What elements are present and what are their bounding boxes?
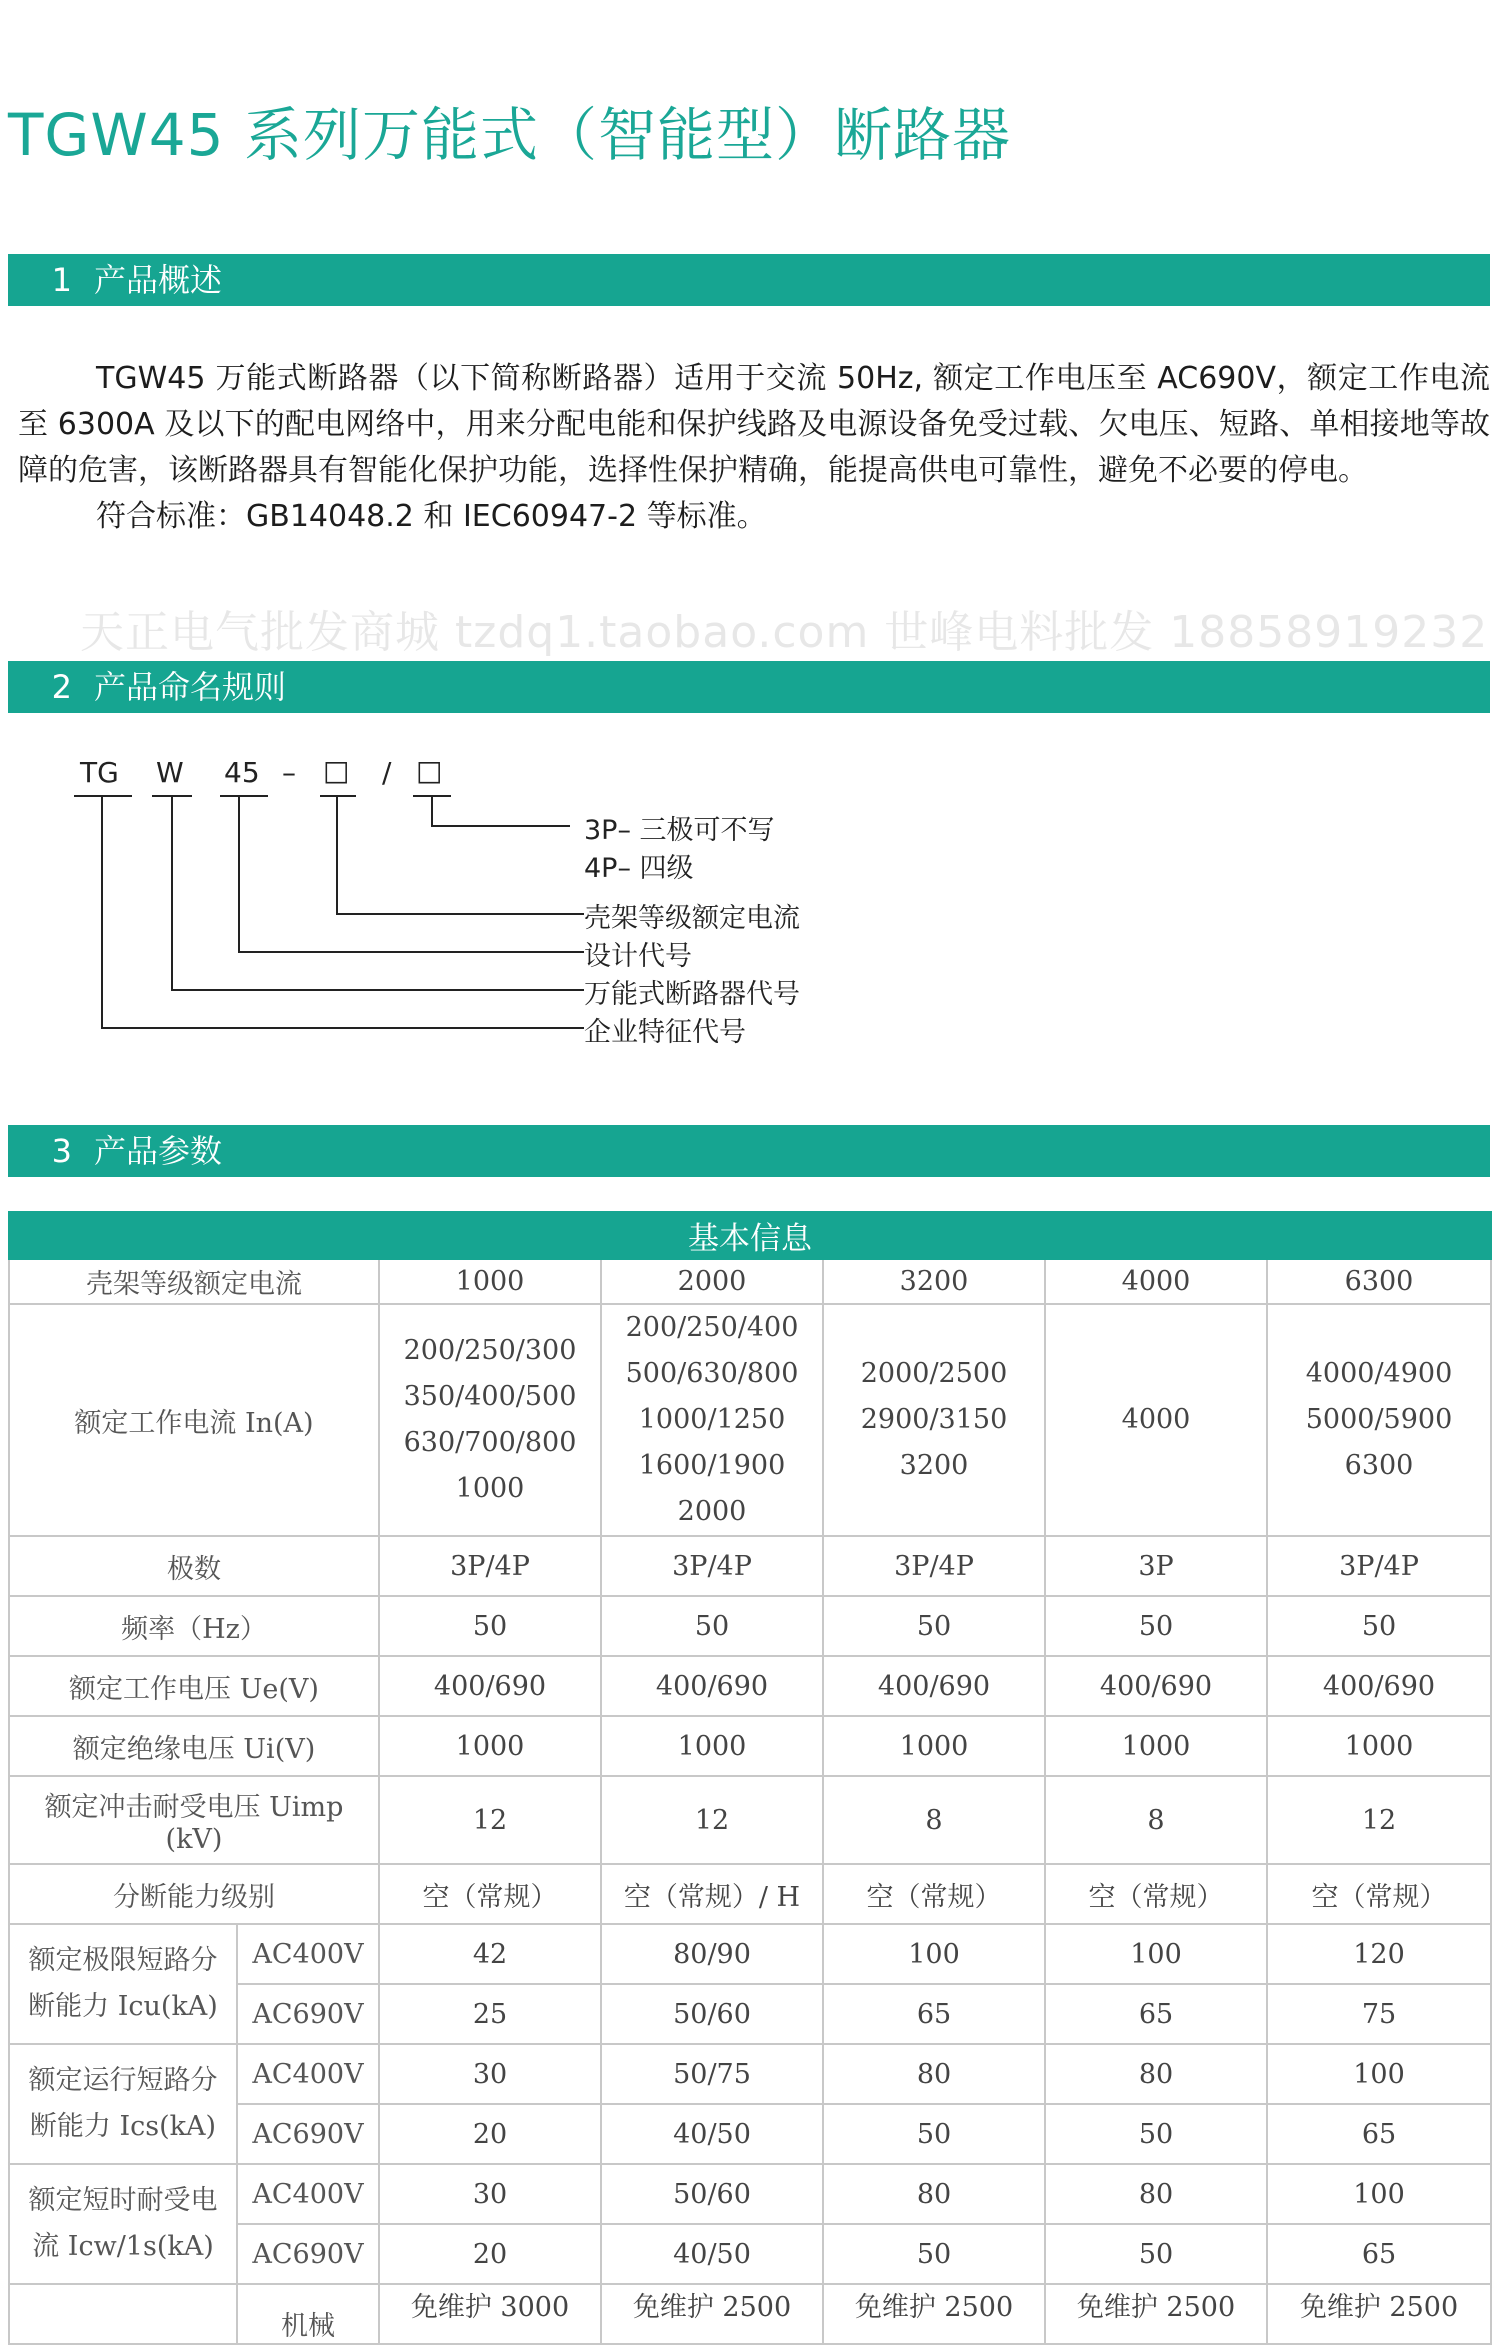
line-enterprise-code: [102, 796, 584, 1028]
icw-label: [9, 2164, 237, 2284]
table-row: [9, 1259, 1491, 1304]
code-dash: –: [282, 756, 296, 789]
table-cell: 空（常规）: [1267, 1864, 1491, 1924]
table-header-row: [9, 1212, 1491, 1259]
cell-line: 200/250/300: [403, 1335, 577, 1366]
overview-paragraph: TGW45 万能式断路器（以下简称断路器）适用于交流 50Hz, 额定工作电压至 AC690V，额定工作电流至 6300A 及以下的配电网络中，用来分配电能和保护线路及电源设备免受过载、欠电压、短路、单相接地等故障的危害，该断路器具有智能化保护功能，选择性保护精确，能提高供电可靠性，避免不必要的停电。: [18, 361, 1490, 488]
table-cell: 80/90: [601, 1924, 823, 1984]
table-cell: 400/690: [1045, 1656, 1267, 1716]
table-cell: 400/690: [379, 1656, 601, 1716]
table-cell: 20: [379, 2104, 601, 2164]
params-table: [8, 1211, 1492, 2345]
table-cell: 3P/4P: [379, 1536, 601, 1596]
table-row: [9, 1596, 1491, 1656]
cell-line: 630/700/800: [403, 1427, 577, 1458]
table-title: 基本信息: [9, 1212, 1491, 1259]
table-cell: 120: [1267, 1924, 1491, 1984]
code-tg: TG: [80, 756, 119, 789]
row-label: 额定工作电压 Ue(V): [9, 1656, 379, 1716]
group-label-line: 额定极限短路分: [28, 1945, 218, 1976]
table-cell: 400/690: [823, 1656, 1045, 1716]
table-cell: 50/60: [601, 2164, 823, 2224]
table-cell: 100: [823, 1924, 1045, 1984]
life-sub-label: 机械: [237, 2284, 379, 2344]
table-cell: 25: [379, 1984, 601, 2044]
table-cell: 空（常规）: [1045, 1864, 1267, 1924]
section-header-params: [8, 1125, 1490, 1177]
code-45: 45: [224, 756, 260, 789]
overview-text: [18, 356, 1490, 540]
label-3p: 3P– 三极可不写: [584, 815, 775, 846]
group-label-line: 额定运行短路分: [28, 2065, 218, 2096]
table-cell: 42: [379, 1924, 601, 1984]
table-cell: 3P/4P: [601, 1536, 823, 1596]
cell-line: 200/250/400: [625, 1312, 799, 1343]
table-cell: [601, 1304, 823, 1536]
section-label: 产品参数: [94, 1132, 223, 1170]
table-cell: 1000: [601, 1716, 823, 1776]
table-cell: 1000: [379, 1259, 601, 1304]
table-cell: [1267, 1304, 1491, 1536]
breaking-level-label: 分断能力级别: [9, 1864, 379, 1924]
label-4p: 4P– 四级: [584, 853, 694, 884]
section-header-overview: [8, 254, 1490, 306]
table-cell: 免维护 2500: [823, 2284, 1045, 2344]
params-table-container: [8, 1211, 1490, 2345]
table-cell: 空（常规）: [823, 1864, 1045, 1924]
table-cell: 50/75: [601, 2044, 823, 2104]
table-cell: 40/50: [601, 2224, 823, 2284]
current-label: 额定工作电流 In(A): [9, 1304, 379, 1536]
table-row: [9, 1536, 1491, 1596]
table-cell: 40/50: [601, 2104, 823, 2164]
label-frame-current: 壳架等级额定电流: [584, 903, 800, 934]
cell-line: 2900/3150: [860, 1404, 1008, 1435]
table-cell: 3P/4P: [823, 1536, 1045, 1596]
cell-line: 2000/2500: [860, 1358, 1008, 1389]
table-cell: 免维护 2500: [1267, 2284, 1491, 2344]
uimp-label-line: (kV): [165, 1824, 223, 1855]
table-cell: 30: [379, 2164, 601, 2224]
group-label-line: 额定短时耐受电: [28, 2185, 218, 2216]
table-row: [9, 1716, 1491, 1776]
table-cell: [823, 1304, 1045, 1536]
table-cell: 75: [1267, 1984, 1491, 2044]
line-design-code: [239, 796, 584, 952]
table-row: [9, 2044, 1491, 2104]
cell-line: 6300: [1344, 1450, 1414, 1481]
ics-label: [9, 2044, 237, 2164]
table-cell: 3200: [823, 1259, 1045, 1304]
section-number: 3: [51, 1132, 72, 1170]
table-cell: 80: [1045, 2044, 1267, 2104]
voltage-label: AC690V: [237, 2104, 379, 2164]
code-slash: /: [382, 756, 392, 789]
table-cell: 12: [379, 1776, 601, 1864]
cell-line: 350/400/500: [403, 1381, 577, 1412]
voltage-label: AC400V: [237, 2044, 379, 2104]
cell-line: 1000: [455, 1473, 525, 1504]
group-label-line: 断能力 Ics(kA): [29, 2111, 217, 2142]
table-cell: 50: [1045, 2104, 1267, 2164]
table-cell: 免维护 2500: [601, 2284, 823, 2344]
table-cell: 400/690: [601, 1656, 823, 1716]
table-row: [9, 1864, 1491, 1924]
cell-line: 1000/1250: [638, 1404, 786, 1435]
icu-label: [9, 1924, 237, 2044]
section-number: 2: [51, 668, 72, 706]
table-cell: 400/690: [1267, 1656, 1491, 1716]
table-cell: 50: [823, 2104, 1045, 2164]
voltage-label: AC400V: [237, 1924, 379, 1984]
group-label-line: 流 Icw/1s(kA): [32, 2231, 214, 2262]
table-cell: 空（常规）/ H: [601, 1864, 823, 1924]
section-label: 产品概述: [94, 261, 223, 299]
cell-line: 2000: [677, 1496, 747, 1527]
table-cell: 1000: [379, 1716, 601, 1776]
table-cell: 4000: [1045, 1259, 1267, 1304]
label-universal-code: 万能式断路器代号: [584, 979, 800, 1010]
table-cell: 50: [823, 2224, 1045, 2284]
table-cell: 免维护 3000: [379, 2284, 601, 2344]
line-frame-current: [337, 796, 584, 914]
table-cell: 65: [823, 1984, 1045, 2044]
table-row: [9, 1924, 1491, 1984]
watermark: 天正电气批发商城 tzdq1.taobao.com 世峰电料批发 18858919232: [80, 607, 1489, 658]
code-box-poles: □: [416, 754, 443, 787]
line-poles: [432, 796, 570, 826]
table-cell: 8: [1045, 1776, 1267, 1864]
table-row: [9, 1304, 1491, 1536]
table-cell: 2000: [601, 1259, 823, 1304]
table-cell: 50: [601, 1596, 823, 1656]
code-box-frame: □: [323, 754, 350, 787]
naming-diagram: [0, 748, 900, 1048]
label-enterprise-code: 企业特征代号: [584, 1017, 746, 1048]
table-cell: 50: [823, 1596, 1045, 1656]
cell-line: 4000/4900: [1305, 1358, 1453, 1389]
table-cell: 100: [1267, 2044, 1491, 2104]
table-cell: 1000: [1267, 1716, 1491, 1776]
table-cell: 1000: [823, 1716, 1045, 1776]
table-cell: 80: [1045, 2164, 1267, 2224]
cell-line: 1600/1900: [638, 1450, 786, 1481]
table-cell: 30: [379, 2044, 601, 2104]
table-cell: 80: [823, 2044, 1045, 2104]
cell-line: 4000: [1121, 1404, 1191, 1435]
table-cell: 20: [379, 2224, 601, 2284]
table-cell: 空（常规）: [379, 1864, 601, 1924]
table-cell: 65: [1267, 2224, 1491, 2284]
cell-line: 3200: [899, 1450, 969, 1481]
table-cell: 65: [1045, 1984, 1267, 2044]
section-label: 产品命名规则: [94, 668, 287, 706]
voltage-label: AC690V: [237, 1984, 379, 2044]
section-header-naming: [8, 661, 1490, 713]
table-cell: 80: [823, 2164, 1045, 2224]
table-cell: 8: [823, 1776, 1045, 1864]
group-label-line: 断能力 Icu(kA): [28, 1991, 218, 2022]
cell-line: 500/630/800: [625, 1358, 799, 1389]
voltage-label: AC690V: [237, 2224, 379, 2284]
table-cell: 12: [601, 1776, 823, 1864]
code-w: W: [156, 756, 184, 789]
table-cell: 100: [1045, 1924, 1267, 1984]
page-title: TGW45 系列万能式（智能型）断路器: [8, 101, 1011, 169]
table-cell: 65: [1267, 2104, 1491, 2164]
table-cell: 6300: [1267, 1259, 1491, 1304]
table-cell: 50: [1045, 2224, 1267, 2284]
cell-line: 5000/5900: [1305, 1404, 1453, 1435]
table-row: [9, 1776, 1491, 1864]
table-cell: 免维护 2500: [1045, 2284, 1267, 2344]
table-cell: 50: [1267, 1596, 1491, 1656]
table-cell: 50: [1045, 1596, 1267, 1656]
row-label: 频率（Hz）: [9, 1596, 379, 1656]
table-cell: 50: [379, 1596, 601, 1656]
uimp-label: [9, 1776, 379, 1864]
table-cell: 12: [1267, 1776, 1491, 1864]
standards-paragraph: 符合标准：GB14048.2 和 IEC60947-2 等标准。: [96, 499, 767, 534]
table-row: [9, 2284, 1491, 2344]
table-cell: [379, 1304, 601, 1536]
table-cell: 50/60: [601, 1984, 823, 2044]
label-design-code: 设计代号: [584, 941, 692, 972]
table-cell: 3P: [1045, 1536, 1267, 1596]
table-row: [9, 1656, 1491, 1716]
table-cell: 1000: [1045, 1716, 1267, 1776]
frame-label: 壳架等级额定电流: [9, 1259, 379, 1304]
table-cell: 3P/4P: [1267, 1536, 1491, 1596]
table-row: [9, 2164, 1491, 2224]
voltage-label: AC400V: [237, 2164, 379, 2224]
uimp-label-line: 额定冲击耐受电压 Uimp: [44, 1792, 344, 1823]
row-label: 额定绝缘电压 Ui(V): [9, 1716, 379, 1776]
table-cell: [1045, 1304, 1267, 1536]
row-label: 极数: [9, 1536, 379, 1596]
row-label: [9, 2284, 237, 2344]
section-number: 1: [51, 261, 72, 299]
table-cell: 100: [1267, 2164, 1491, 2224]
